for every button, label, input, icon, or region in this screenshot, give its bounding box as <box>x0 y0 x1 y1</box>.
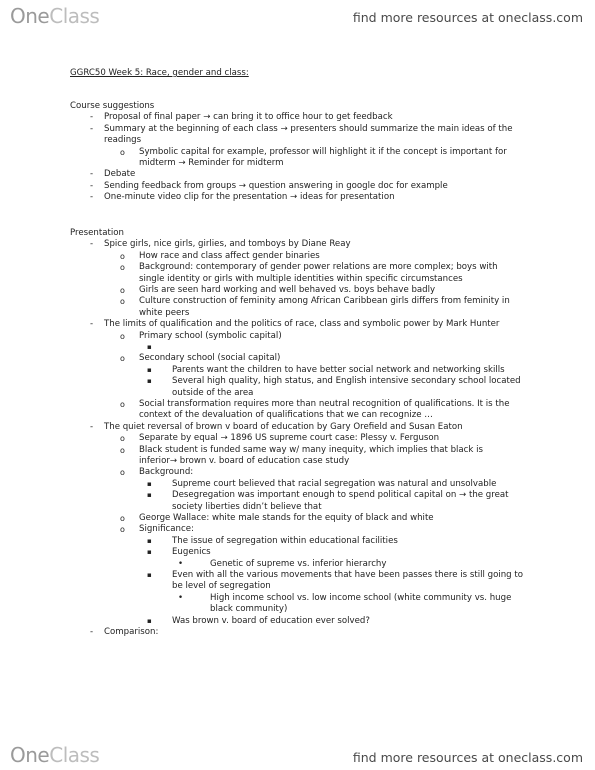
outline-item-text: outside of the area <box>172 387 254 398</box>
circle-bullet-icon: o <box>120 400 125 409</box>
square-bullet-icon: ▪ <box>147 491 152 500</box>
outline-item-text: society liberties didn’t believe that <box>172 501 322 512</box>
dot-bullet-icon: • <box>178 558 184 569</box>
square-bullet-icon: ▪ <box>147 571 152 579</box>
dot-bullet-icon: • <box>178 592 184 603</box>
oneclass-logo-footer[interactable] <box>10 743 99 767</box>
outline-item-text: Black student is funded same way w/ many inequity, which implies that black is <box>139 444 483 455</box>
outline-item-text: Parents want the children to have better social network and networking skills <box>172 364 505 375</box>
outline-item-text: Symbolic capital for example, professor will highlight it if the concept is important for <box>139 146 507 157</box>
logo-text-one: One <box>10 743 50 767</box>
outline-item-text: Summary at the beginning of each class → presenters should summarize the main ideas of the <box>104 123 513 134</box>
outline-item-text: Spice girls, nice girls, girlies, and tomboys by Diane Reay <box>104 239 351 250</box>
dash-bullet-icon: - <box>90 192 94 203</box>
outline-item-text: Culture construction of feminity among African Caribbean girls differs from feminity in <box>139 296 510 307</box>
circle-bullet-icon: o <box>120 331 125 341</box>
dash-bullet-icon: - <box>90 169 94 180</box>
outline-item-text: Secondary school (social capital) <box>139 353 281 364</box>
outline-item-text: One-minute video clip for the presentation → ideas for presentation <box>104 192 395 203</box>
outline-item-text: inferior→ brown v. board of education case study <box>139 456 350 466</box>
outline-item-text: Was brown v. board of education ever solved? <box>172 615 370 626</box>
circle-bullet-icon: o <box>120 514 125 523</box>
circle-bullet-icon: o <box>120 354 125 364</box>
outline-item-text: white peers <box>139 307 190 318</box>
outline-item-text: Girls are seen hard working and well behaved vs. boys behave badly <box>139 285 436 295</box>
outline-item-text: How race and class affect gender binaries <box>139 250 320 261</box>
outline-item-text: Primary school (symbolic capital) <box>139 330 282 341</box>
outline-item-text: midterm → Reminder for midterm <box>139 158 284 168</box>
circle-bullet-icon: o <box>120 468 125 478</box>
circle-bullet-icon: o <box>120 434 125 444</box>
circle-bullet-icon: o <box>120 263 125 273</box>
square-bullet-icon: ▪ <box>147 365 152 374</box>
square-bullet-icon: ▪ <box>147 616 152 625</box>
outline-item-text: Background: contemporary of gender power relations are more complex; boys with <box>139 262 498 273</box>
circle-bullet-icon: o <box>120 445 125 455</box>
circle-bullet-icon: o <box>120 286 125 295</box>
square-bullet-icon: ▪ <box>147 479 152 488</box>
logo-text-class: Class <box>49 743 100 767</box>
circle-bullet-icon: o <box>120 147 125 157</box>
outline-item-text: Genetic of supreme vs. inferior hierarchy <box>210 558 387 569</box>
square-bullet-icon: ▪ <box>147 548 152 557</box>
outline-item-text: George Wallace: white male stands for the equity of black and white <box>139 513 434 523</box>
outline-item-text: Several high quality, high status, and English intensive secondary school located <box>172 376 521 387</box>
logo-text-class: Class <box>49 4 100 28</box>
dash-bullet-icon: - <box>90 319 94 330</box>
dash-bullet-icon: - <box>90 180 94 191</box>
section-heading: Course suggestions <box>70 101 155 111</box>
outline-item-text: Significance: <box>139 524 194 535</box>
outline-item-text: Proposal of final paper → can bring it to office hour to get feedback <box>104 112 393 123</box>
header-tagline[interactable]: find more resources at oneclass.com <box>352 10 583 25</box>
square-bullet-icon: ▪ <box>147 343 152 351</box>
outline-item-text: Debate <box>104 169 136 180</box>
outline-item-text: Separate by equal → 1896 US supreme court case: Plessy v. Ferguson <box>139 433 440 444</box>
document-title: GGRC50 Week 5: Race, gender and class: <box>70 68 249 78</box>
outline-item-text: The issue of segregation within educational facilities <box>172 535 398 546</box>
dash-bullet-icon: - <box>90 112 94 123</box>
circle-bullet-icon: o <box>120 297 125 307</box>
outline-item-text: Sending feedback from groups → question answering in google doc for example <box>104 180 448 191</box>
outline-item-text: Desegregation was important enough to spend political capital on → the great <box>172 490 509 501</box>
outline-item-text: Eugenics <box>172 547 211 558</box>
outline-item-text: Background: <box>139 467 194 478</box>
outline-item-text: Comparison: <box>104 627 159 637</box>
footer-tagline[interactable]: find more resources at oneclass.com <box>352 750 583 765</box>
square-bullet-icon: ▪ <box>147 377 152 386</box>
outline-item-text: Even with all the various movements that have been passes there is still going to <box>172 570 523 580</box>
square-bullet-icon: ▪ <box>147 536 152 545</box>
circle-bullet-icon: o <box>120 251 125 261</box>
dash-bullet-icon: - <box>90 239 94 250</box>
outline-item-text: Supreme court believed that racial segregation was natural and unsolvable <box>172 478 497 489</box>
section-heading: Presentation <box>70 228 124 238</box>
outline-item-text: Social transformation requires more than neutral recognition of qualifications. It is the <box>139 399 510 409</box>
outline-item-text: The limits of qualification and the politics of race, class and symbolic power by Mark Hunter <box>104 319 500 330</box>
page-footer <box>0 738 595 770</box>
outline-item-text: context of the devaluation of qualifications that we can recognize … <box>139 410 433 421</box>
outline-item-text: black community) <box>210 604 288 615</box>
outline-item-text: The quiet reversal of brown v board of education by Gary Orefield and Susan Eaton <box>104 421 463 432</box>
page-header <box>0 0 595 34</box>
dash-bullet-icon: - <box>90 123 94 134</box>
oneclass-logo[interactable] <box>10 4 99 28</box>
outline-item-text: readings <box>104 135 142 146</box>
outline-item-text: be level of segregation <box>172 581 271 592</box>
outline-item-text: single identity or girls with multiple identities within specific circumstances <box>139 273 463 284</box>
outline-item-text: High income school vs. low income school (white community vs. huge <box>210 592 512 603</box>
circle-bullet-icon: o <box>120 525 125 535</box>
logo-text-one: One <box>10 4 50 28</box>
dash-bullet-icon: - <box>90 421 94 432</box>
dash-bullet-icon: - <box>90 627 94 637</box>
